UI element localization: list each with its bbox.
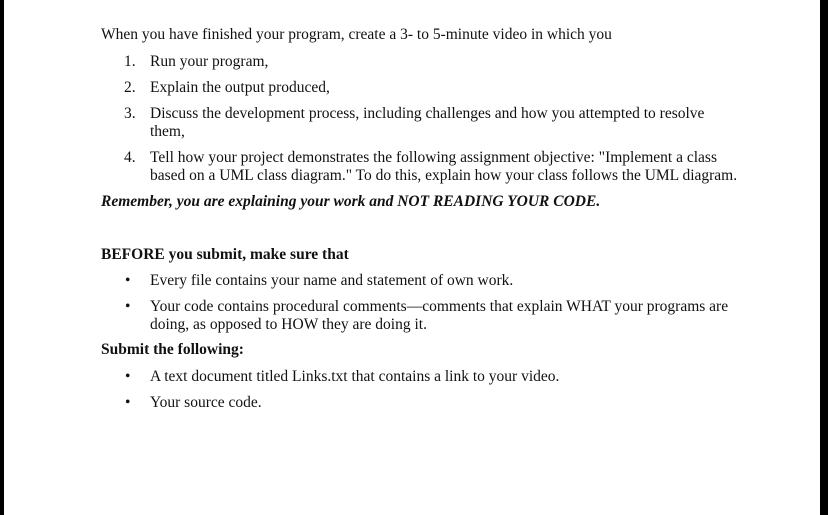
list-item	[101, 149, 741, 185]
list-item	[101, 394, 741, 412]
list-item	[101, 368, 741, 386]
document-content	[101, 26, 741, 420]
document-page	[4, 0, 820, 515]
before-submit-heading: BEFORE you submit, make sure that	[101, 246, 349, 263]
checklist	[101, 272, 741, 334]
list-item	[101, 272, 741, 290]
list-item-text: Explain the output produced,	[150, 79, 330, 96]
intro-paragraph: When you have finished your program, create a 3- to 5-minute video in which you	[101, 26, 612, 43]
bullet: •	[125, 368, 131, 385]
list-item	[101, 105, 741, 141]
list-number: 3.	[124, 105, 136, 122]
list-number: 4.	[124, 149, 136, 166]
bullet: •	[125, 298, 131, 315]
video-steps-list	[101, 53, 741, 185]
list-item	[101, 298, 741, 334]
list-item	[101, 53, 741, 71]
list-number: 2.	[124, 79, 136, 96]
bullet: •	[125, 394, 131, 411]
submit-heading: Submit the following:	[101, 341, 244, 358]
list-item-text: A text document titled Links.txt that contains a link to your video.	[150, 368, 560, 385]
list-item-text: Tell how your project demonstrates the following assignment objective: "Implement a class based on a UML class diagram." To do this, explain how your class follows the UML diagram.	[150, 149, 738, 184]
list-item-text: Your source code.	[150, 394, 262, 411]
remember-note: Remember, you are explaining your work and NOT READING YOUR CODE.	[101, 193, 601, 210]
bullet: •	[125, 272, 131, 289]
list-item	[101, 79, 741, 97]
list-item-text: Every file contains your name and statement of own work.	[150, 272, 514, 289]
list-item-text: Your code contains procedural comments—comments that explain WHAT your programs are doing, as opposed to HOW they are doing it.	[150, 298, 729, 333]
list-number: 1.	[124, 53, 136, 70]
list-item-text: Run your program,	[150, 53, 269, 70]
deliverables-list	[101, 368, 741, 412]
list-item-text: Discuss the development process, including challenges and how you attempted to resolve them,	[150, 105, 705, 140]
